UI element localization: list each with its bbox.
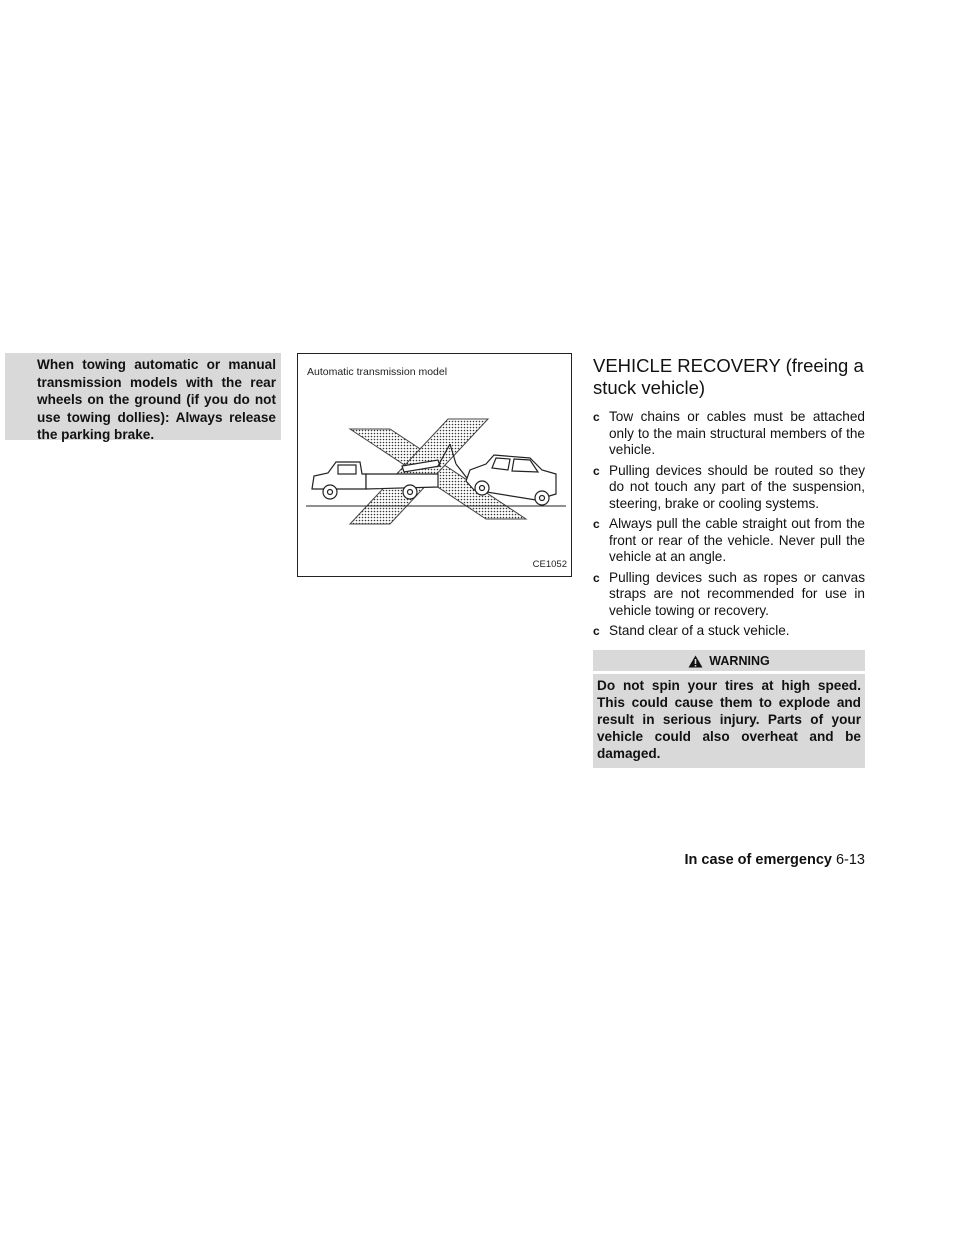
recovery-bullet-list — [593, 409, 865, 640]
warning-box — [593, 650, 865, 768]
tow-truck-drawing — [312, 460, 440, 499]
vehicle-recovery-section — [593, 353, 865, 768]
list-item-text: Pulling devices should be routed so they do not touch any part of the suspension, steering, brake or cooling systems. — [609, 462, 865, 511]
list-item — [593, 463, 865, 513]
bullet-icon: c — [593, 463, 600, 478]
list-item — [593, 570, 865, 620]
list-item — [593, 516, 865, 566]
page-number: 6-13 — [835, 852, 865, 868]
crossed-out-towing-illustration — [298, 354, 570, 575]
page-footer — [640, 852, 865, 868]
bullet-icon: c — [593, 570, 600, 585]
list-item-text: Always pull the cable straight out from the front or rear of the vehicle. Never pull the vehicle at an angle. — [609, 516, 865, 564]
towing-note-box — [5, 353, 281, 440]
list-item-text: Tow chains or cables must be attached only to the main structural members of the vehicle. — [609, 409, 865, 457]
list-item-text: Stand clear of a stuck vehicle. — [609, 623, 790, 638]
warning-heading: WARNING — [709, 654, 770, 668]
list-item — [593, 409, 865, 459]
bullet-icon: c — [593, 410, 600, 424]
list-item-text: Pulling devices such as ropes or canvas straps are not recommended for use in vehicle towing or recovery. — [609, 569, 865, 618]
figure-caption: Automatic transmission model — [307, 366, 448, 378]
towing-note-text: When towing automatic or manual transmission models with the rear wheels on the ground (if you do not use towing dollies): Always release the parking brake. — [37, 357, 276, 442]
towing-figure — [297, 353, 572, 577]
bullet-icon: c — [593, 624, 600, 638]
bullet-icon: c — [593, 517, 600, 531]
list-item — [593, 623, 865, 640]
warning-header — [593, 650, 865, 674]
section-title: VEHICLE RECOVERY (freeing a stuck vehicle) — [593, 355, 864, 398]
warning-text: Do not spin your tires at high speed. This could cause them to explode and result in serious injury. Parts of your vehicle could also overheat and be damaged. — [597, 677, 861, 761]
footer-section-name: In case of emergency — [684, 852, 832, 868]
warning-triangle-icon — [688, 655, 703, 668]
figure-code: CE1052 — [532, 559, 567, 570]
